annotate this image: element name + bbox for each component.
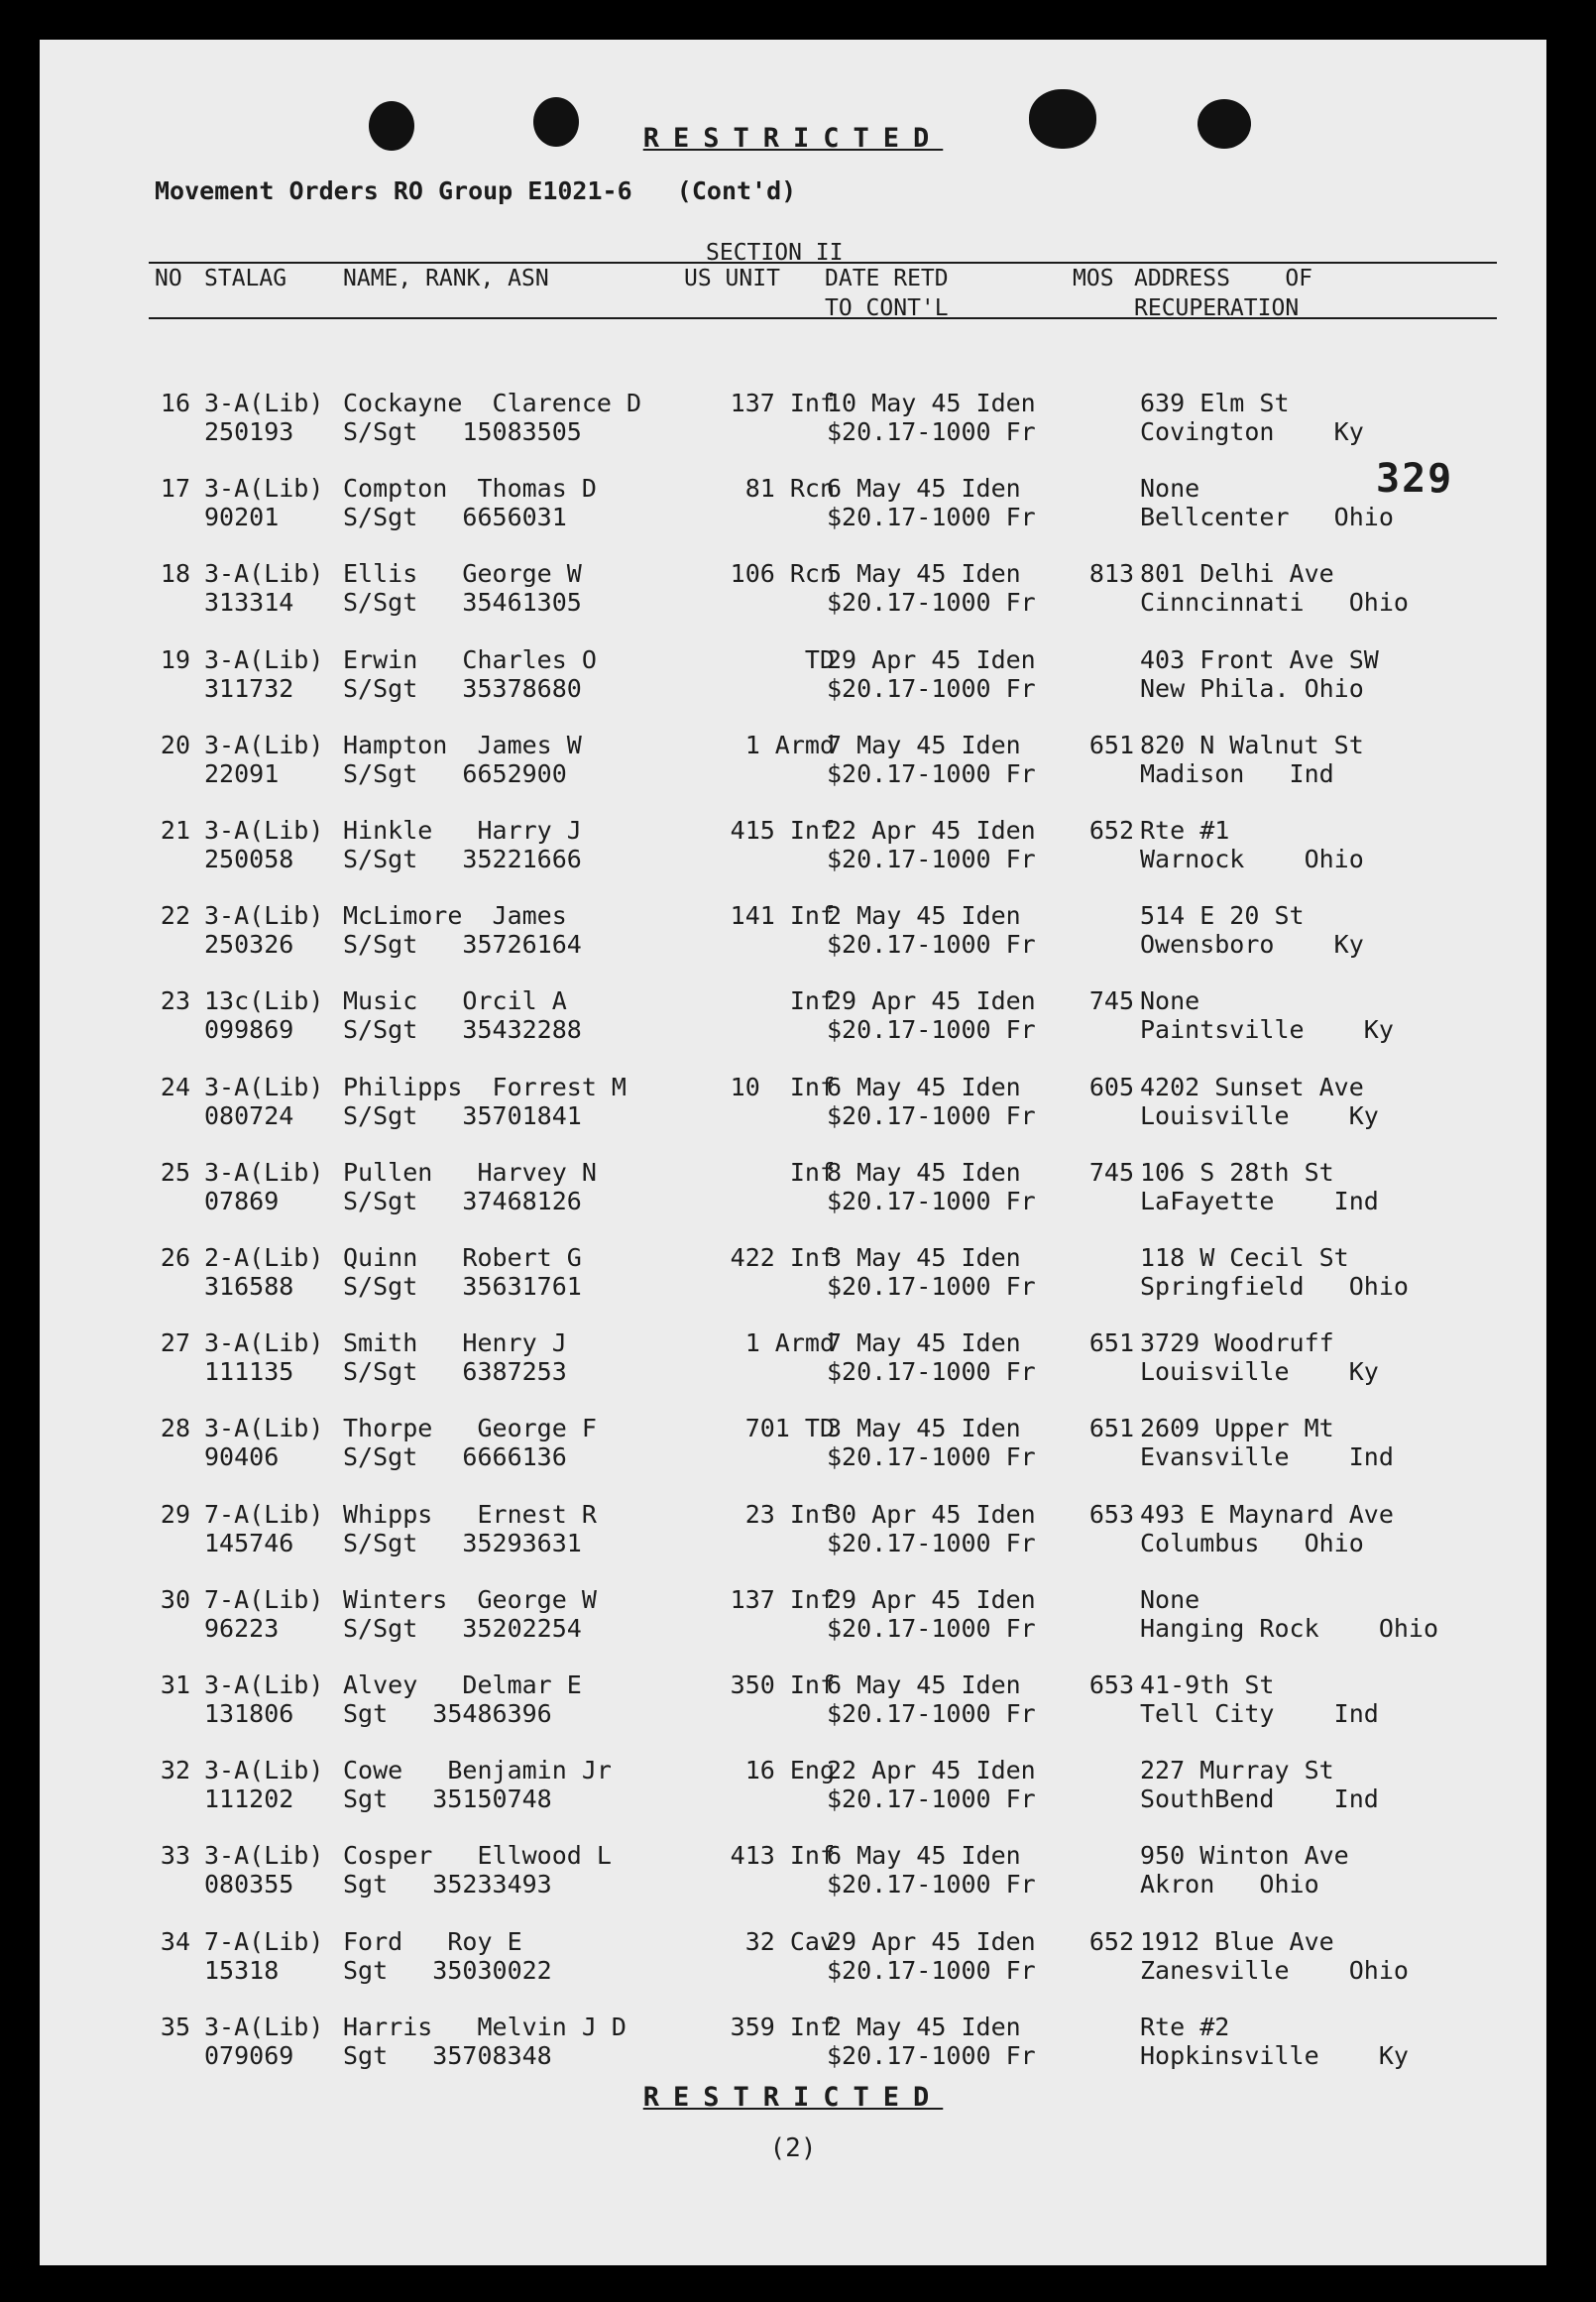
row-number: 27	[160, 1328, 190, 1358]
name-cell: Erwin Charles O	[343, 644, 597, 674]
stalag-cell: 3-A(Lib)	[204, 901, 324, 931]
page-number: (2)	[769, 2133, 817, 2163]
col-header-mos: MOS	[1073, 266, 1114, 291]
row-number: 24	[160, 1072, 190, 1101]
address-line2-cell: Akron Ohio	[1140, 1870, 1319, 1899]
address-line2-cell: LaFayette Ind	[1140, 1186, 1379, 1215]
stalag-cell: 7-A(Lib)	[204, 1584, 324, 1614]
unit-cell: Inf	[789, 1157, 835, 1187]
movement-orders-title: Movement Orders RO Group E1021-6 (Cont'd)	[155, 176, 797, 205]
address-line1-cell: 493 E Maynard Ave	[1140, 1499, 1394, 1529]
unit-cell: 413 Inf	[730, 1841, 835, 1871]
stalag-cell: 3-A(Lib)	[204, 1157, 324, 1187]
mos-cell: 651	[1088, 730, 1134, 759]
pay-cell: $20.17-1000 Fr	[827, 503, 1036, 532]
pay-cell: $20.17-1000 Fr	[827, 1100, 1036, 1130]
date-returned-cell: 6 May 45 Iden	[827, 474, 1021, 504]
unit-cell: 81 Rcn	[744, 474, 835, 504]
stalag-id-cell: 311732	[204, 673, 294, 703]
unit-cell: TD	[804, 644, 835, 674]
address-line2-cell: Springfield Ohio	[1140, 1272, 1409, 1301]
address-line1-cell: 801 Delhi Ave	[1140, 559, 1334, 589]
rank-asn-cell: S/Sgt 35701841	[343, 1100, 582, 1130]
col-header-name: NAME, RANK, ASN	[343, 266, 549, 291]
rank-asn-cell: S/Sgt 6666136	[343, 1442, 567, 1472]
address-line2-cell: Zanesville Ohio	[1140, 1955, 1409, 1985]
pay-cell: $20.17-1000 Fr	[827, 1955, 1036, 1985]
table-row	[40, 1243, 1546, 1303]
stalag-cell: 3-A(Lib)	[204, 644, 324, 674]
row-number: 16	[160, 389, 190, 417]
row-number: 20	[160, 730, 190, 759]
name-cell: Winters George W	[343, 1584, 597, 1614]
address-line1-cell: 3729 Woodruff	[1140, 1328, 1334, 1358]
address-line2-cell: Tell City Ind	[1140, 1699, 1379, 1728]
stalag-cell: 13c(Lib)	[204, 986, 324, 1016]
pay-cell: $20.17-1000 Fr	[827, 1442, 1036, 1472]
pay-cell: $20.17-1000 Fr	[827, 1528, 1036, 1557]
address-line2-cell: Hanging Rock Ohio	[1140, 1613, 1439, 1643]
mos-cell: 651	[1088, 1328, 1134, 1358]
name-cell: Ellis George W	[343, 559, 582, 589]
name-cell: Whipps Ernest R	[343, 1499, 597, 1529]
table-row	[40, 901, 1546, 961]
date-returned-cell: 22 Apr 45 Iden	[827, 1756, 1036, 1785]
stalag-id-cell: 90201	[204, 503, 280, 532]
stalag-cell: 3-A(Lib)	[204, 1670, 324, 1699]
address-line1-cell: 227 Murray St	[1140, 1756, 1334, 1785]
rank-asn-cell: S/Sgt 37468126	[343, 1186, 582, 1215]
name-cell: Alvey Delmar E	[343, 1670, 582, 1699]
address-line2-cell: Bellcenter Ohio	[1140, 503, 1394, 532]
row-number: 33	[160, 1841, 190, 1871]
table-row	[40, 2013, 1546, 2072]
name-cell: Hinkle Harry J	[343, 816, 582, 845]
pay-cell: $20.17-1000 Fr	[827, 1613, 1036, 1643]
stalag-id-cell: 07869	[204, 1186, 280, 1215]
rank-asn-cell: S/Sgt 35378680	[343, 673, 582, 703]
stalag-id-cell: 250193	[204, 417, 294, 446]
stalag-id-cell: 15318	[204, 1955, 280, 1985]
unit-cell: 1 Armd	[744, 730, 835, 759]
address-line2-cell: Madison Ind	[1140, 758, 1334, 788]
pay-cell: $20.17-1000 Fr	[827, 758, 1036, 788]
stalag-id-cell: 250058	[204, 845, 294, 873]
address-line1-cell: 639 Elm St	[1140, 389, 1290, 417]
table-row	[40, 1841, 1546, 1900]
table-row	[40, 645, 1546, 705]
date-returned-cell: 29 Apr 45 Iden	[827, 986, 1036, 1016]
stalag-id-cell: 145746	[204, 1528, 294, 1557]
row-number: 25	[160, 1157, 190, 1187]
table-row	[40, 389, 1546, 448]
date-returned-cell: 7 May 45 Iden	[827, 1328, 1021, 1358]
name-cell: Hampton James W	[343, 730, 582, 759]
mos-cell: 651	[1088, 1414, 1134, 1443]
row-number: 35	[160, 2012, 190, 2041]
unit-cell: 701 TD	[744, 1414, 835, 1443]
row-number: 22	[160, 901, 190, 931]
address-line2-cell: Evansville Ind	[1140, 1442, 1394, 1472]
unit-cell: 137 Inf	[730, 1584, 835, 1614]
address-line2-cell: Columbus Ohio	[1140, 1528, 1364, 1557]
stalag-id-cell: 313314	[204, 588, 294, 618]
col-header-stalag: STALAG	[204, 266, 287, 291]
address-line1-cell: Rte #1	[1140, 816, 1230, 845]
address-line2-cell: Warnock Ohio	[1140, 845, 1364, 873]
name-cell: Cockayne Clarence D	[343, 389, 642, 417]
unit-cell: Inf	[789, 986, 835, 1016]
stalag-cell: 3-A(Lib)	[204, 816, 324, 845]
col-header-no: NO	[155, 266, 182, 291]
stalag-cell: 3-A(Lib)	[204, 1072, 324, 1101]
date-returned-cell: 3 May 45 Iden	[827, 1243, 1021, 1272]
row-number: 34	[160, 1926, 190, 1956]
stalag-cell: 3-A(Lib)	[204, 389, 324, 417]
row-number: 17	[160, 474, 190, 504]
address-line1-cell: 118 W Cecil St	[1140, 1243, 1349, 1272]
name-cell: Quinn Robert G	[343, 1243, 582, 1272]
table-row	[40, 731, 1546, 790]
date-returned-cell: 29 Apr 45 Iden	[827, 1584, 1036, 1614]
unit-cell: 141 Inf	[730, 901, 835, 931]
section-title: SECTION II	[706, 240, 844, 266]
mos-cell: 653	[1088, 1499, 1134, 1529]
address-line1-cell: 4202 Sunset Ave	[1140, 1072, 1364, 1101]
rank-asn-cell: S/Sgt 35461305	[343, 588, 582, 618]
col-header-date: DATE RETD	[825, 266, 949, 291]
name-cell: Music Orcil A	[343, 986, 567, 1016]
unit-cell: 106 Rcn	[730, 559, 835, 589]
address-line1-cell: 2609 Upper Mt	[1140, 1414, 1334, 1443]
stalag-cell: 3-A(Lib)	[204, 559, 324, 589]
pay-cell: $20.17-1000 Fr	[827, 845, 1036, 873]
address-line2-cell: Covington Ky	[1140, 417, 1364, 446]
table-row	[40, 1927, 1546, 1987]
date-returned-cell: 10 May 45 Iden	[827, 389, 1036, 417]
rank-asn-cell: Sgt 35030022	[343, 1955, 552, 1985]
stalag-cell: 3-A(Lib)	[204, 1414, 324, 1443]
mos-cell: 652	[1088, 1926, 1134, 1956]
name-cell: Cosper Ellwood L	[343, 1841, 612, 1871]
stalag-id-cell: 080724	[204, 1100, 294, 1130]
rank-asn-cell: S/Sgt 35432288	[343, 1015, 582, 1045]
date-returned-cell: 3 May 45 Iden	[827, 1414, 1021, 1443]
address-line1-cell: 41-9th St	[1140, 1670, 1275, 1699]
stalag-cell: 3-A(Lib)	[204, 1841, 324, 1871]
name-cell: Pullen Harvey N	[343, 1157, 597, 1187]
stalag-id-cell: 96223	[204, 1613, 280, 1643]
unit-cell: 16 Eng	[744, 1756, 835, 1785]
date-returned-cell: 6 May 45 Iden	[827, 1841, 1021, 1871]
stalag-id-cell: 22091	[204, 758, 280, 788]
stalag-id-cell: 316588	[204, 1272, 294, 1301]
stalag-id-cell: 250326	[204, 930, 294, 960]
stalag-id-cell: 131806	[204, 1699, 294, 1728]
address-line1-cell: 403 Front Ave SW	[1140, 644, 1379, 674]
name-cell: Cowe Benjamin Jr	[343, 1756, 612, 1785]
table-row	[40, 1670, 1546, 1730]
unit-cell: 10 Inf	[730, 1072, 835, 1101]
pay-cell: $20.17-1000 Fr	[827, 417, 1036, 446]
pay-cell: $20.17-1000 Fr	[827, 1784, 1036, 1814]
date-returned-cell: 30 Apr 45 Iden	[827, 1499, 1036, 1529]
address-line2-cell: Owensboro Ky	[1140, 930, 1364, 960]
address-line1-cell: 106 S 28th St	[1140, 1157, 1334, 1187]
date-returned-cell: 29 Apr 45 Iden	[827, 1926, 1036, 1956]
unit-cell: 32 Cav	[744, 1926, 835, 1956]
name-cell: Compton Thomas D	[343, 474, 597, 504]
date-returned-cell: 29 Apr 45 Iden	[827, 644, 1036, 674]
date-returned-cell: 2 May 45 Iden	[827, 901, 1021, 931]
stalag-cell: 3-A(Lib)	[204, 474, 324, 504]
address-line1-cell: Rte #2	[1140, 2012, 1230, 2041]
header-rule-bottom	[149, 317, 1497, 319]
stalag-id-cell: 111135	[204, 1357, 294, 1387]
address-line1-cell: 1912 Blue Ave	[1140, 1926, 1334, 1956]
row-number: 19	[160, 644, 190, 674]
document-page	[40, 40, 1546, 2265]
col-header-date-2: TO CONT'L	[825, 295, 949, 321]
stalag-cell: 3-A(Lib)	[204, 2012, 324, 2041]
stalag-cell: 3-A(Lib)	[204, 1756, 324, 1785]
unit-cell: 23 Inf	[744, 1499, 835, 1529]
mos-cell: 745	[1088, 1157, 1134, 1187]
pay-cell: $20.17-1000 Fr	[827, 1015, 1036, 1045]
date-returned-cell: 8 May 45 Iden	[827, 1157, 1021, 1187]
rank-asn-cell: S/Sgt 35726164	[343, 930, 582, 960]
table-row	[40, 1756, 1546, 1815]
col-header-unit: US UNIT	[684, 266, 780, 291]
rank-asn-cell: Sgt 35486396	[343, 1699, 552, 1728]
pay-cell: $20.17-1000 Fr	[827, 1186, 1036, 1215]
stalag-id-cell: 080355	[204, 1870, 294, 1899]
row-number: 31	[160, 1670, 190, 1699]
table-row	[40, 1585, 1546, 1645]
pay-cell: $20.17-1000 Fr	[827, 1699, 1036, 1728]
stalag-id-cell: 111202	[204, 1784, 294, 1814]
table-row	[40, 1328, 1546, 1388]
unit-cell: 137 Inf	[730, 389, 835, 417]
address-line1-cell: 950 Winton Ave	[1140, 1841, 1349, 1871]
date-returned-cell: 6 May 45 Iden	[827, 1670, 1021, 1699]
address-line1-cell: None	[1140, 474, 1200, 504]
address-line2-cell: Paintsville Ky	[1140, 1015, 1394, 1045]
restricted-footer: RESTRICTED	[642, 2082, 944, 2113]
table-row	[40, 1073, 1546, 1132]
handwritten-page-number: 329	[1376, 456, 1454, 502]
stalag-cell: 2-A(Lib)	[204, 1243, 324, 1272]
date-returned-cell: 6 May 45 Iden	[827, 1072, 1021, 1101]
stalag-cell: 7-A(Lib)	[204, 1926, 324, 1956]
table-row	[40, 816, 1546, 875]
table-row	[40, 1414, 1546, 1473]
mos-cell: 652	[1088, 816, 1134, 845]
stalag-id-cell: 079069	[204, 2040, 294, 2070]
unit-cell: 350 Inf	[730, 1670, 835, 1699]
address-line2-cell: New Phila. Ohio	[1140, 673, 1364, 703]
rank-asn-cell: S/Sgt 35221666	[343, 845, 582, 873]
table-row	[40, 474, 1546, 533]
rank-asn-cell: S/Sgt 35293631	[343, 1528, 582, 1557]
name-cell: Smith Henry J	[343, 1328, 567, 1358]
rank-asn-cell: Sgt 35150748	[343, 1784, 552, 1814]
name-cell: Ford Roy E	[343, 1926, 522, 1956]
name-cell: McLimore James	[343, 901, 567, 931]
stalag-id-cell: 90406	[204, 1442, 280, 1472]
address-line2-cell: Louisville Ky	[1140, 1100, 1379, 1130]
date-returned-cell: 2 May 45 Iden	[827, 2012, 1021, 2041]
table-row	[40, 986, 1546, 1046]
address-line1-cell: 820 N Walnut St	[1140, 730, 1364, 759]
rank-asn-cell: S/Sgt 6652900	[343, 758, 567, 788]
rank-asn-cell: S/Sgt 35202254	[343, 1613, 582, 1643]
pay-cell: $20.17-1000 Fr	[827, 673, 1036, 703]
col-header-address-2: RECUPERATION	[1134, 295, 1300, 321]
row-number: 18	[160, 559, 190, 589]
pay-cell: $20.17-1000 Fr	[827, 1357, 1036, 1387]
table-row	[40, 1500, 1546, 1559]
rank-asn-cell: S/Sgt 35631761	[343, 1272, 582, 1301]
stalag-cell: 3-A(Lib)	[204, 1328, 324, 1358]
date-returned-cell: 5 May 45 Iden	[827, 559, 1021, 589]
name-cell: Philipps Forrest M	[343, 1072, 627, 1101]
row-number: 21	[160, 816, 190, 845]
mos-cell: 605	[1088, 1072, 1134, 1101]
pay-cell: $20.17-1000 Fr	[827, 1272, 1036, 1301]
mos-cell: 745	[1088, 986, 1134, 1016]
rank-asn-cell: S/Sgt 6387253	[343, 1357, 567, 1387]
row-number: 32	[160, 1756, 190, 1785]
unit-cell: 415 Inf	[730, 816, 835, 845]
address-line1-cell: 514 E 20 St	[1140, 901, 1305, 931]
stalag-cell: 3-A(Lib)	[204, 730, 324, 759]
pay-cell: $20.17-1000 Fr	[827, 1870, 1036, 1899]
stalag-id-cell: 099869	[204, 1015, 294, 1045]
stalag-cell: 7-A(Lib)	[204, 1499, 324, 1529]
address-line1-cell: None	[1140, 1584, 1200, 1614]
address-line2-cell: Hopkinsville Ky	[1140, 2040, 1409, 2070]
date-returned-cell: 7 May 45 Iden	[827, 730, 1021, 759]
col-header-address: ADDRESS OF	[1134, 266, 1313, 291]
unit-cell: 359 Inf	[730, 2012, 835, 2041]
address-line2-cell: SouthBend Ind	[1140, 1784, 1379, 1814]
pay-cell: $20.17-1000 Fr	[827, 2040, 1036, 2070]
table-row	[40, 559, 1546, 619]
row-number: 26	[160, 1243, 190, 1272]
row-number: 28	[160, 1414, 190, 1443]
restricted-header: RESTRICTED	[642, 123, 944, 154]
name-cell: Harris Melvin J D	[343, 2012, 627, 2041]
unit-cell: 1 Armd	[744, 1328, 835, 1358]
address-line1-cell: None	[1140, 986, 1200, 1016]
rank-asn-cell: S/Sgt 6656031	[343, 503, 567, 532]
row-number: 30	[160, 1584, 190, 1614]
unit-cell: 422 Inf	[730, 1243, 835, 1272]
address-line2-cell: Louisville Ky	[1140, 1357, 1379, 1387]
mos-cell: 653	[1088, 1670, 1134, 1699]
rank-asn-cell: Sgt 35708348	[343, 2040, 552, 2070]
pay-cell: $20.17-1000 Fr	[827, 588, 1036, 618]
address-line2-cell: Cinncinnati Ohio	[1140, 588, 1409, 618]
rank-asn-cell: Sgt 35233493	[343, 1870, 552, 1899]
mos-cell: 813	[1088, 559, 1134, 589]
row-number: 23	[160, 986, 190, 1016]
date-returned-cell: 22 Apr 45 Iden	[827, 816, 1036, 845]
name-cell: Thorpe George F	[343, 1414, 597, 1443]
row-number: 29	[160, 1499, 190, 1529]
rank-asn-cell: S/Sgt 15083505	[343, 417, 582, 446]
pay-cell: $20.17-1000 Fr	[827, 930, 1036, 960]
table-row	[40, 1158, 1546, 1217]
